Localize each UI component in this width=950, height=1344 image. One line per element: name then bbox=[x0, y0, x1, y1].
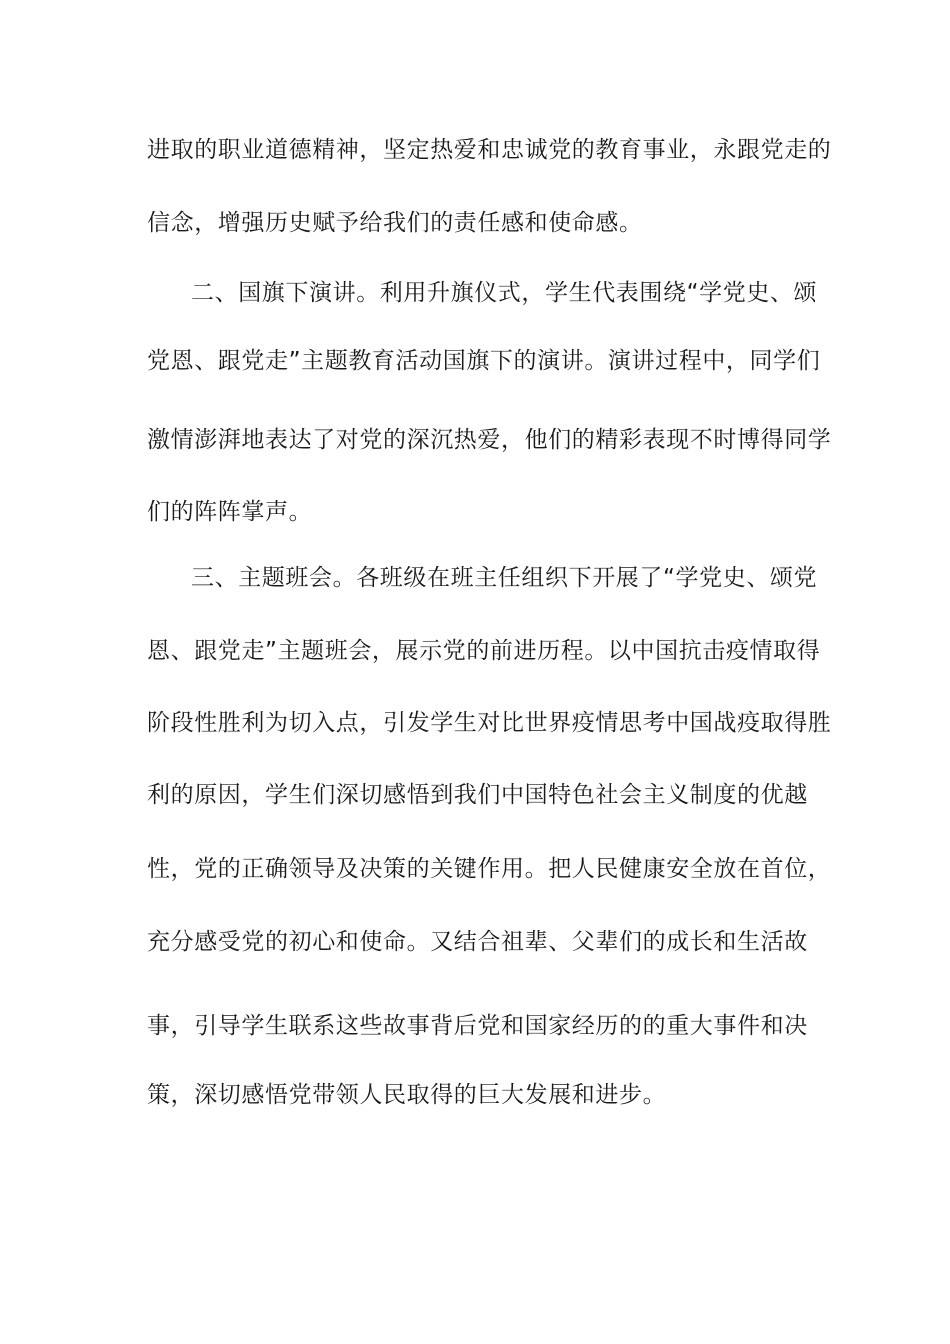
text-line: 恩、跟党走”主题班会，展示党的前进历程。以中国抗击疫情取得 bbox=[147, 638, 821, 664]
text-line: 策，深切感悟党带领人民取得的巨大发展和进步。 bbox=[147, 1082, 667, 1108]
text-line: 激情澎湃地表达了对党的深沉热爱，他们的精彩表现不时博得同学 bbox=[147, 427, 832, 453]
text-line: 党恩、跟党走”主题教育活动国旗下的演讲。演讲过程中，同学们 bbox=[147, 348, 821, 374]
text-line: 性，党的正确领导及决策的关键作用。把人民健康安全放在首位， bbox=[147, 856, 832, 882]
section-heading-line: 二、国旗下演讲。利用升旗仪式，学生代表围绕“学党史、颂 bbox=[191, 280, 818, 306]
text-line: 充分感受党的初心和使命。又结合祖辈、父辈们的成长和生活故 bbox=[147, 929, 808, 955]
section-heading-line: 三、主题班会。各班级在班主任组织下开展了“学党史、颂党 bbox=[191, 565, 818, 591]
text-line: 们的阵阵掌声。 bbox=[147, 499, 313, 525]
text-line: 信念，增强历史赋予给我们的责任感和使命感。 bbox=[147, 210, 643, 236]
text-line: 进取的职业道德精神，坚定热爱和忠诚党的教育事业，永跟党走的 bbox=[147, 137, 832, 163]
text-line: 利的原因，学生们深切感悟到我们中国特色社会主义制度的优越 bbox=[147, 782, 808, 808]
text-line: 事，引导学生联系这些故事背后党和国家经历的的重大事件和决 bbox=[147, 1013, 808, 1039]
text-line: 阶段性胜利为切入点，引发学生对比世界疫情思考中国战疫取得胜 bbox=[147, 710, 832, 736]
